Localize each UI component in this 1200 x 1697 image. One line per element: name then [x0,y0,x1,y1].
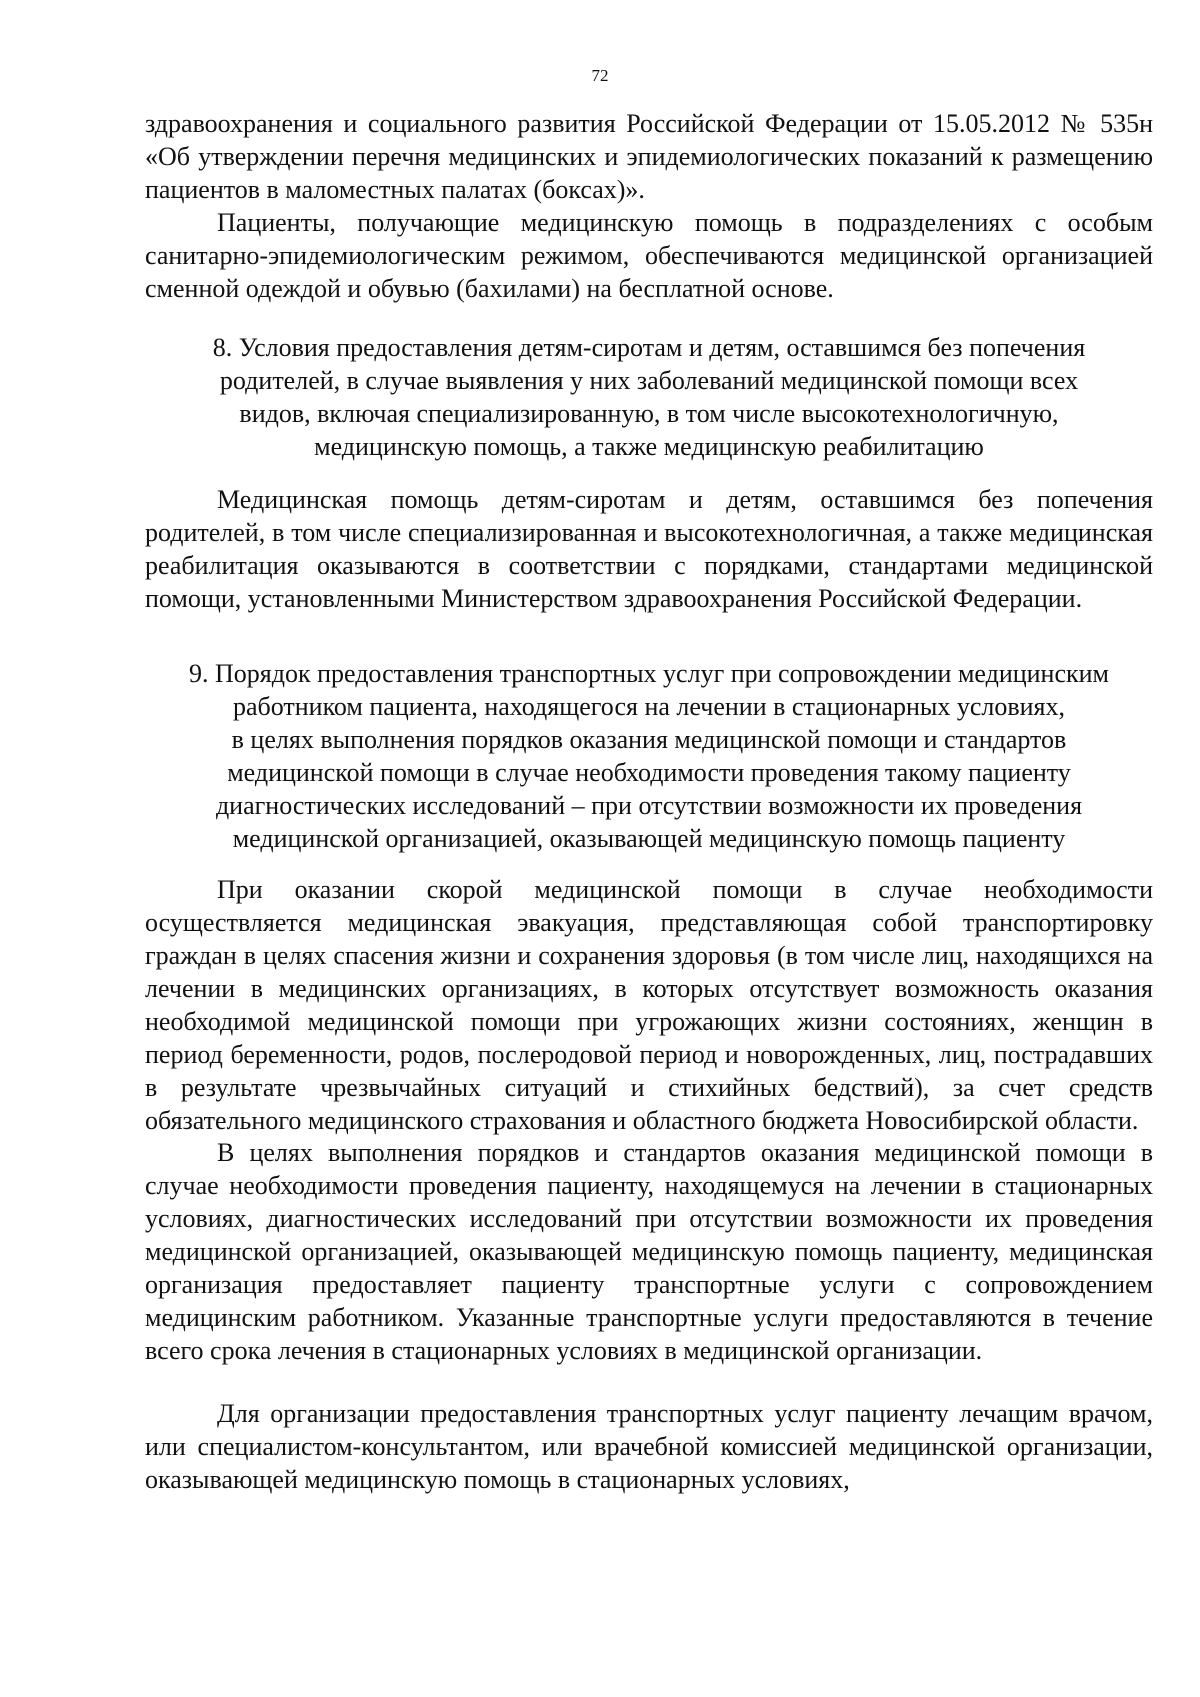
heading-line: работником пациента, находящегося на лечении в стационарных условиях, [232,692,1065,721]
paragraph-sanitary-clothing: Пациенты, получающие медицинскую помощь в подразделениях с особым санитарно-эпидемиологическим режимом, обеспечиваются медицинской организацией сменной одеждой и обувью (бахилами) на бесплатной основе. [145,208,1153,303]
paragraph-medical-evacuation: При оказании скорой медицинской помощи в случае необходимости осуществляется медицинская эвакуация, представляющая собой транспортировку граждан в целях спасения жизни и сохранения здоровья (в том числе лиц, находящихся на лечении в медицинских организациях, в которых отсутствует возможность оказания необходимой медицинской помощи при угрожающих жизни состояниях, женщин в период беременности, родов, послеродовой период и новорожденных, лиц, пострадавших в результате чрезвычайных ситуаций и стихийных бедствий), за счет средств обязательного медицинского страхования и областного бюджета Новосибирской области. [145,875,1153,1135]
paragraph-transport-services: В целях выполнения порядков и стандартов оказания медицинской помощи в случае необходимости проведения пациенту, находящемуся на лечении в стационарных условиях, диагностических исследований при отсутствии возможности их проведения медицинской организацией, оказывающей медицинскую помощь пациенту, медицинская организация предоставляет пациенту транспортные услуги с сопровождением медицинским работником. Указанные транспортные услуги предоставляются в течение всего срока лечения в стационарных условиях в медицинской организации. [145,1138,1153,1365]
paragraph-continuation: здравоохранения и социального развития Российской Федерации от 15.05.2012 № 535н «Об утверждении перечня медицинских и эпидемиологических показаний к размещению пациентов в маломестных палатах (боксах)». [145,109,1153,204]
heading-line: 9. Порядок предоставления транспортных услуг при сопровождении медицинским [188,659,1110,688]
heading-line: в целях выполнения порядков оказания медицинской помощи и стандартов [231,725,1067,754]
section-8-heading [145,331,1153,463]
heading-line: 8. Условия предоставления детям-сиротам и детям, оставшимся без попечения [212,333,1086,362]
heading-line: родителей, в случае выявления у них заболеваний медицинской помощи всех [219,366,1079,395]
heading-line: видов, включая специализированную, в том числе высокотехнологичную, [239,399,1059,428]
page-number: 72 [591,66,609,85]
heading-line: медицинскую помощь, а также медицинскую реабилитацию [314,432,984,461]
paragraph-orphans-care: Медицинская помощь детям-сиротам и детям, оставшимся без попечения родителей, в том числе специализированная и высокотехнологичная, а также медицинская реабилитация оказываются в соответствии с порядками, стандартами медицинской помощи, установленными Министерством здравоохранения Российской Федерации. [145,485,1153,613]
heading-line: медицинской организацией, оказывающей медицинскую помощь пациенту [232,824,1066,853]
section-9-heading [145,657,1153,855]
paragraph-transport-organization: Для организации предоставления транспортных услуг пациенту лечащим врачом, или специалистом-консультантом, или врачебной комиссией медицинской организации, оказывающей медицинскую помощь в стационарных условиях, [145,1399,1153,1494]
heading-line: медицинской помощи в случае необходимости проведения такому пациенту [227,758,1071,787]
heading-line: диагностических исследований – при отсутствии возможности их проведения [215,791,1083,820]
